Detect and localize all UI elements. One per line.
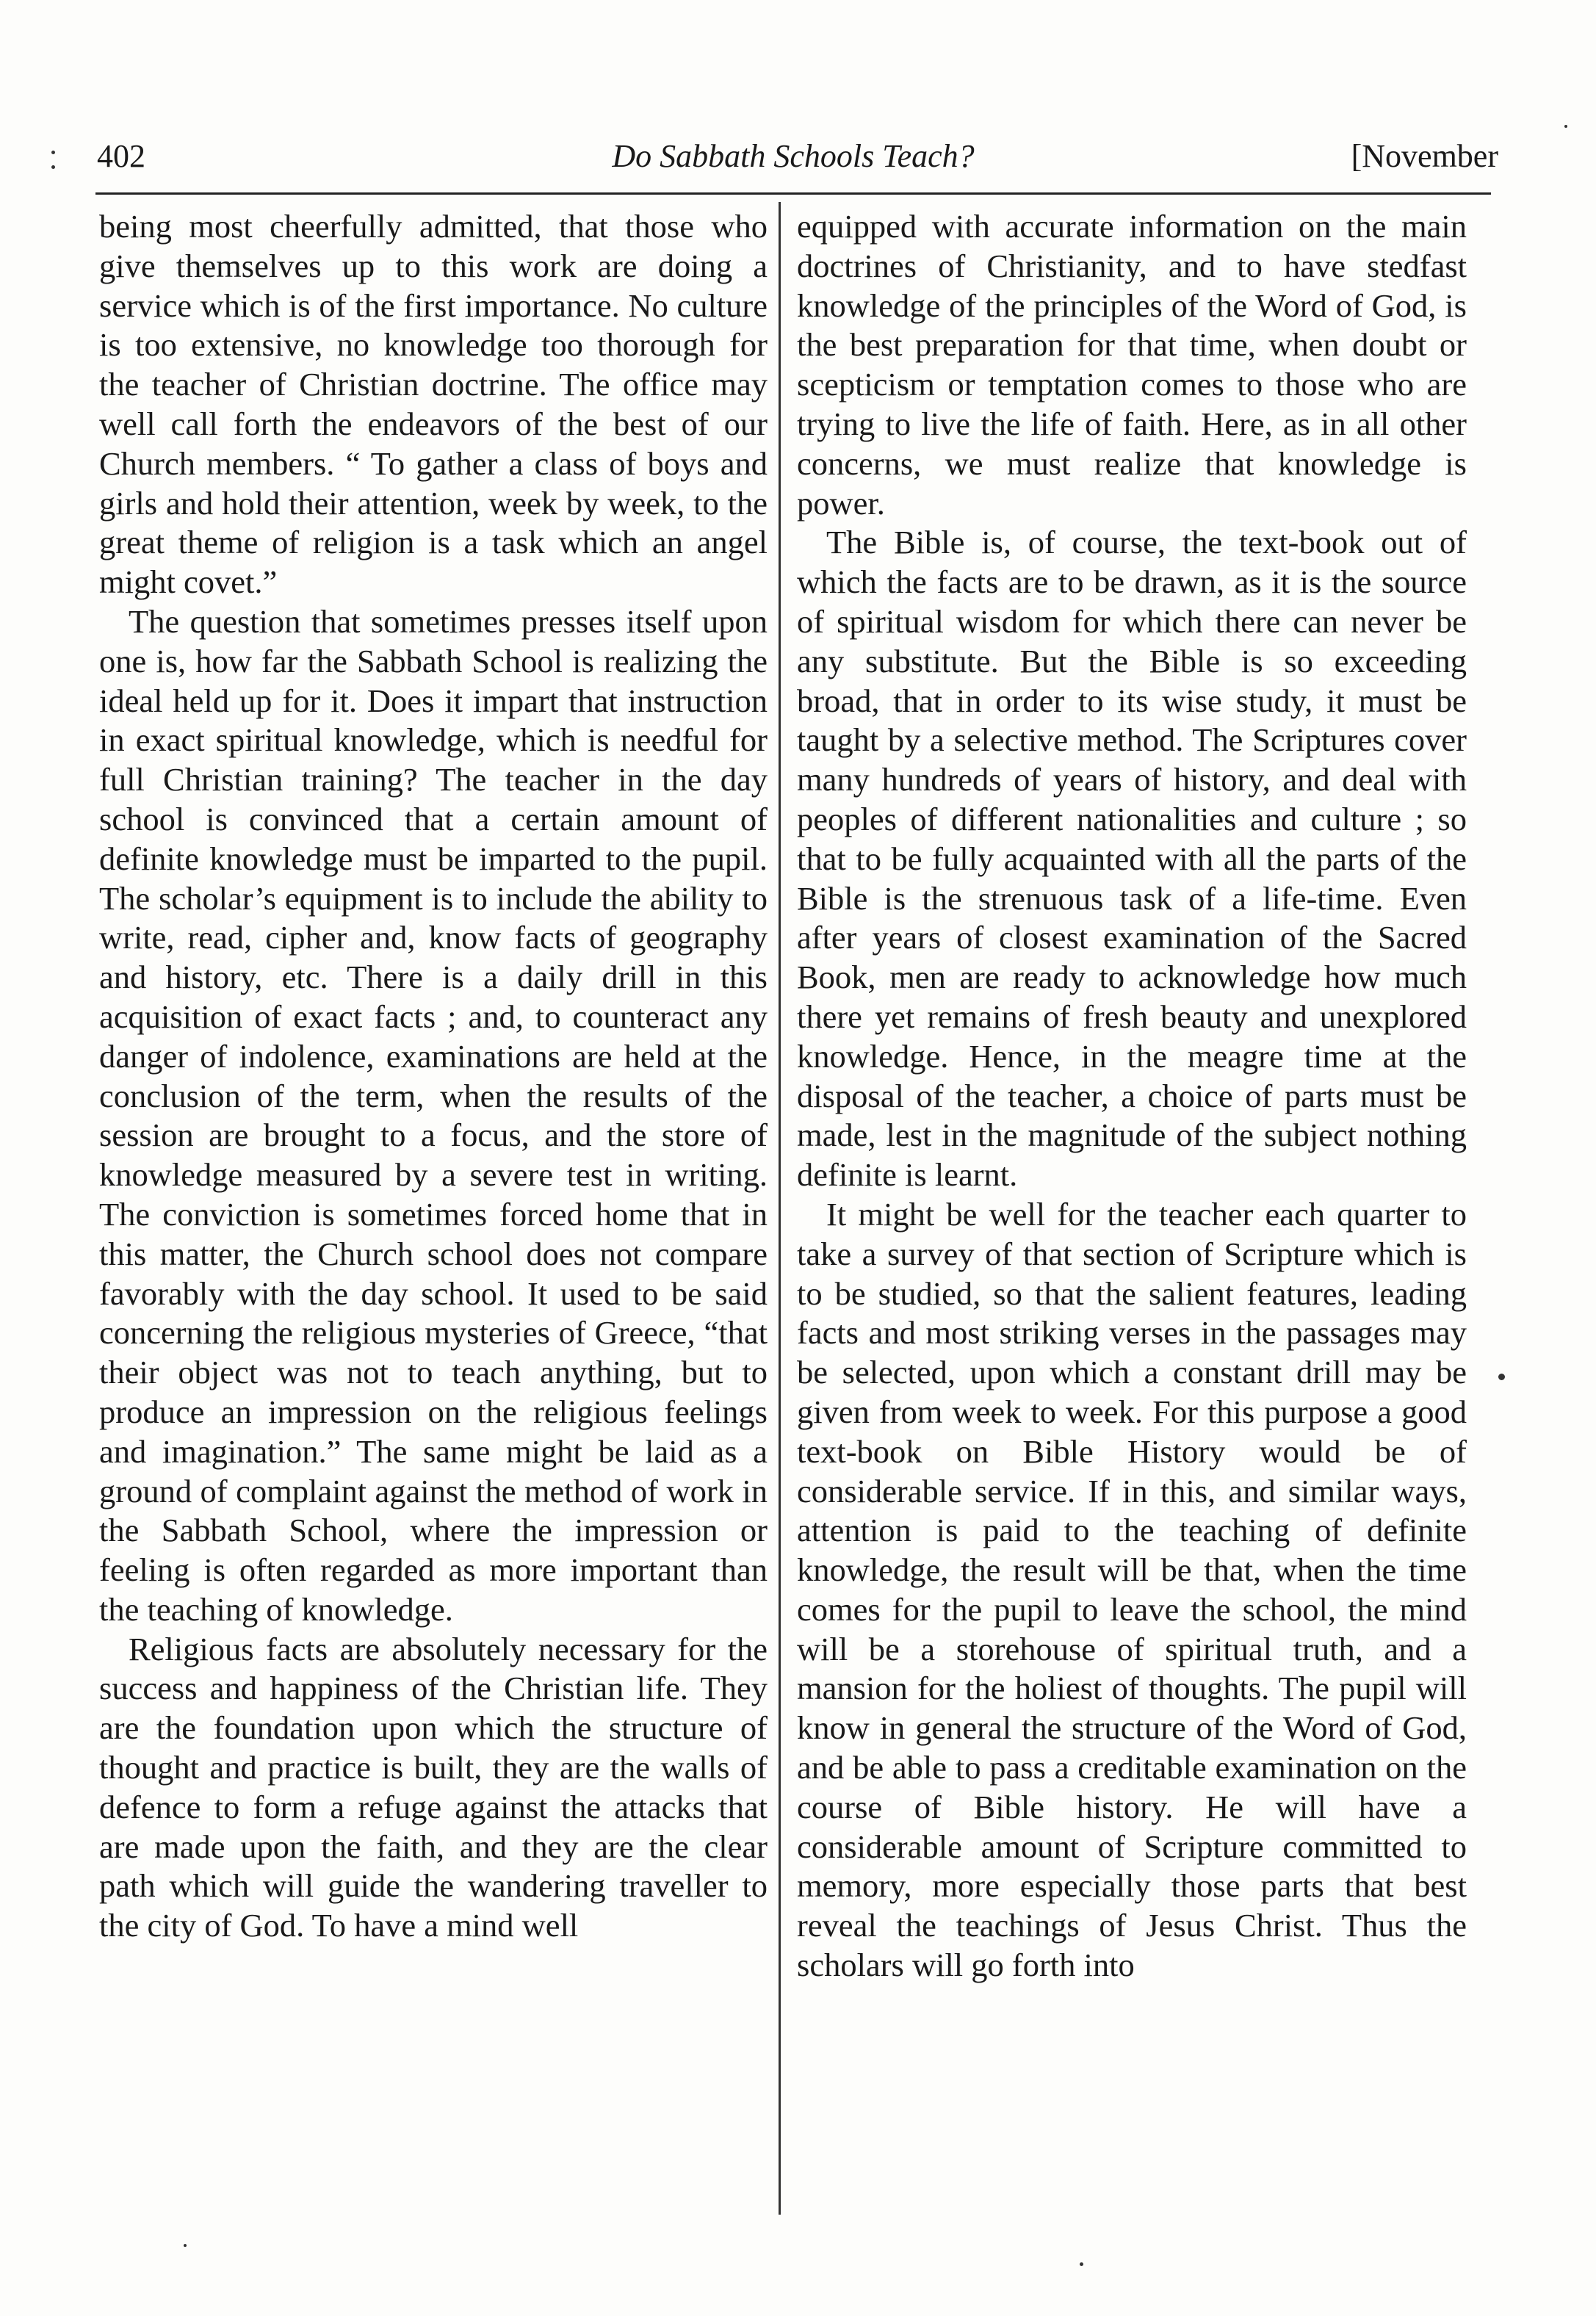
header-rule	[95, 192, 1491, 195]
header-month: [November	[1351, 138, 1498, 174]
paragraph: Religious facts are absolutely necessary for the success and happiness of the Christian life. They are the foundation upon which the structure of thought and practice is built, they are the walls of defence to form a refuge against the attacks that are made upon the faith, and they are the clear path which will guide the wandering traveller to the city of God. To have a mind well	[99, 1630, 768, 1944]
print-speck	[51, 151, 55, 154]
paragraph: The question that sometimes presses itself upon one is, how far the Sabbath School is realizing the ideal held up for it. Does it impart that instruction in exact spiritual knowledge, which is needful for full Christian training? The teacher in the day school is convinced that a certain amount of definite knowledge must be imparted to the pupil. The scholar’s equipment is to include the ability to write, read, cipher and, know facts of geography and history, etc. There is a daily drill in this acquisition of exact facts ; and, to counteract any danger of indolence, examinations are held at the conclusion of the term, when the results of the session are brought to a focus, and the store of knowledge measured by a severe test in writing. The conviction is sometimes forced home that in this matter, the Church school does not compare favorably with the day school. It used to be said concerning the religious mysteries of Greece, “that their object was not to teach anything, but to produce an impression on the religious feelings and imagination.” The same might be laid as a ground of complaint against the method of work in the Sabbath School, where the impression or feeling is often regarded as more important than the teaching of knowledge.	[99, 602, 768, 1628]
print-speck	[1564, 125, 1567, 128]
left-column	[99, 207, 768, 1946]
print-speck	[1080, 2262, 1083, 2266]
print-speck	[51, 165, 55, 169]
paragraph: It might be well for the teacher each quarter to take a survey of that section of Scripture which is to be studied, so that the salient features, leading facts and most striking verses in the passages may be selected, upon which a constant drill may be given from week to week. For this purpose a good text-book on Bible History would be of considerable service. If in this, and similar ways, attention is paid to the teaching of definite knowledge, the result will be that, when the time comes for the pupil to leave the school, the mind will be a storehouse of spiritual truth, and a mansion for the holiest of thoughts. The pupil will know in general the structure of the Word of God, and be able to pass a creditable examination on the course of Bible history. He will have a considerable amount of Scripture committed to memory, more especially those parts that best reveal the teachings of Jesus Christ. Thus the scholars will go forth into	[797, 1195, 1467, 1984]
right-column	[797, 207, 1467, 1985]
column-divider	[779, 202, 781, 2215]
running-header	[88, 131, 1498, 182]
paragraph: equipped with accurate information on the main doctrines of Christianity, and to have stedfast knowledge of the principles of the Word of God, is the best preparation for that time, when doubt or scepticism or temptation comes to those who are trying to live the life of faith. Here, as in all other concerns, we must realize that knowledge is power.	[797, 208, 1467, 522]
page-number: 402	[97, 138, 145, 174]
print-speck	[184, 2244, 187, 2247]
paragraph: being most cheerfully admitted, that those who give themselves up to this work are doing a service which is of the first importance. No culture is too extensive, no knowledge too thorough for the teacher of Christian doctrine. The office may well call forth the endeavors of the best of our Church members. “ To gather a class of boys and girls and hold their attention, week by week, to the great theme of religion is a task which an angel might covet.”	[99, 208, 768, 601]
print-speck	[1498, 1374, 1505, 1380]
paragraph: The Bible is, of course, the text-book out of which the facts are to be drawn, as it is the source of spiritual wisdom for which there can never be any substitute. But the Bible is so exceeding broad, that in order to its wise study, it must be taught by a selective method. The Scriptures cover many hundreds of years of history, and deal with peoples of different nationalities and culture ; so that to be fully acquainted with all the parts of the Bible is the strenuous task of a life-time. Even after years of closest examination of the Sacred Book, men are ready to acknowledge how much there yet remains of fresh beauty and unexplored knowledge. Hence, in the meagre time at the disposal of the teacher, a choice of parts must be made, lest in the magnitude of the subject nothing definite is learnt.	[797, 524, 1467, 1194]
running-title: Do Sabbath Schools Teach?	[612, 138, 975, 174]
